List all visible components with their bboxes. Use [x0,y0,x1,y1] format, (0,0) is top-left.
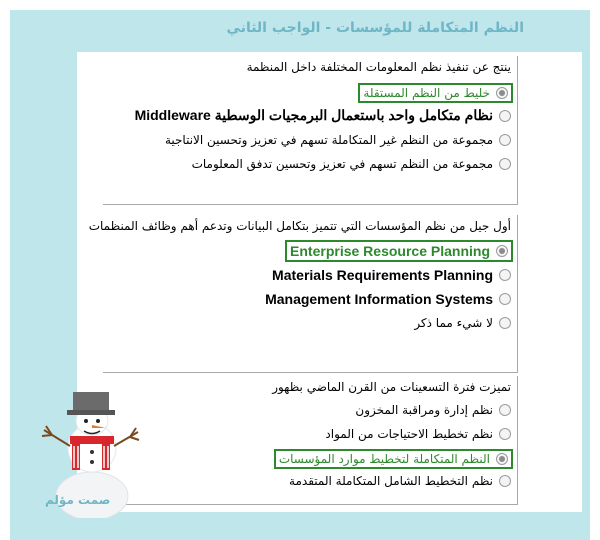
option-label: مجموعة من النظم غير المتكاملة تسهم في تعزيز وتحسين الانتاجية [164,133,493,147]
radio-icon[interactable] [496,87,508,99]
signature-text: صمت مؤلم [45,493,111,507]
option-label: نظم التخطيط الشامل المتكاملة المتقدمة [289,474,493,488]
option-label: Materials Requirements Planning [272,267,493,283]
option-label: نظام متكامل واحد باستعمال البرمجيات الوسطية Middleware [134,107,493,123]
option-3-1[interactable] [355,403,511,417]
option-label: خليط من النظم المستقلة [363,86,490,100]
question-text: تميزت فترة التسعينات من القرن الماضي بظهور [272,380,511,394]
radio-icon[interactable] [499,269,511,281]
radio-icon[interactable] [499,293,511,305]
radio-icon[interactable] [499,317,511,329]
question-1 [103,56,518,205]
option-label: النظم المتكاملة لتخطيط موارد المؤسسات [278,452,490,466]
option-2-3[interactable] [265,291,511,307]
option-2-1[interactable] [285,240,513,262]
option-label: نظم إدارة ومراقبة المخزون [355,403,493,417]
radio-icon[interactable] [499,475,511,487]
radio-icon[interactable] [499,110,511,122]
option-3-4[interactable] [289,474,511,488]
radio-icon[interactable] [499,404,511,416]
option-label: نظم تخطيط الاحتياجات من المواد [325,427,493,441]
option-label: Enterprise Resource Planning [290,243,490,259]
page-title: النظم المتكاملة للمؤسسات - الواجب الثاني [226,20,524,36]
question-text: ينتج عن تنفيذ نظم المعلومات المختلفة داخل المنظمة [246,60,511,74]
option-2-2[interactable] [272,267,511,283]
radio-icon[interactable] [499,158,511,170]
option-label: لا شيء مما ذكر [414,316,493,330]
option-label: Management Information Systems [265,291,493,307]
option-1-2[interactable] [135,107,511,124]
question-2 [88,215,518,373]
question-text: أول جيل من نظم المؤسسات التي تتميز بتكامل البيانات وتدعم أهم وظائف المنظمات [88,219,511,233]
option-1-3[interactable] [165,133,511,147]
option-3-3[interactable] [274,449,513,469]
option-1-4[interactable] [192,157,511,171]
option-1-1[interactable] [358,83,513,103]
option-2-4[interactable] [414,316,511,330]
question-3 [103,376,518,505]
radio-icon[interactable] [496,453,508,465]
radio-icon[interactable] [499,428,511,440]
option-label: مجموعة من النظم تسهم في تعزيز وتحسين تدفق المعلومات [191,157,493,171]
radio-icon[interactable] [499,134,511,146]
radio-icon[interactable] [496,245,508,257]
option-3-2[interactable] [325,427,511,441]
